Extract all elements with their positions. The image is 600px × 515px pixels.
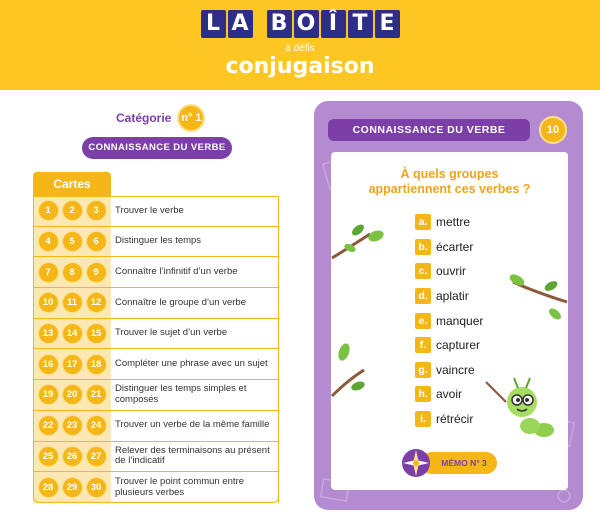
card-description: Connaître l’infinitif d’un verbe — [111, 257, 279, 287]
logo-letter: A — [228, 10, 253, 38]
table-row — [33, 288, 279, 319]
card-numbers — [33, 380, 111, 410]
card-number-circle: 18 — [86, 354, 107, 375]
card-numbers — [33, 196, 111, 226]
answer-item — [415, 382, 483, 407]
card-description: Connaître le groupe d’un verbe — [111, 288, 279, 318]
card-description: Trouver un verbe de la même famille — [111, 411, 279, 441]
card-number-circle: 28 — [38, 477, 59, 498]
answer-word: aplatir — [436, 289, 469, 304]
card-numbers — [33, 411, 111, 441]
card-numbers — [33, 257, 111, 287]
cards-table — [33, 196, 279, 503]
card-title: CONNAISSANCE DU VERBE — [328, 119, 530, 141]
card-number-circle: 11 — [62, 292, 83, 313]
card-number-circle: 29 — [62, 477, 83, 498]
card-number-circle: 30 — [86, 477, 107, 498]
card-numbers — [33, 288, 111, 318]
card-number-circle: 14 — [62, 323, 83, 344]
card-number: 10 — [539, 116, 567, 144]
table-row — [33, 411, 279, 442]
card-number-circle: 3 — [86, 200, 107, 221]
table-row — [33, 380, 279, 411]
cards-header: Cartes — [33, 172, 111, 196]
answer-word: ouvrir — [436, 264, 467, 279]
category-label: Catégorie — [116, 111, 172, 125]
logo-letter: L — [201, 10, 226, 38]
answer-word: écarter — [436, 239, 474, 254]
answer-item — [415, 235, 483, 260]
answer-item — [415, 308, 483, 333]
card-number-circle: 17 — [62, 354, 83, 375]
logo — [0, 10, 600, 38]
answer-word: capturer — [436, 338, 481, 353]
logo-letter: T — [348, 10, 373, 38]
answer-letter: a. — [415, 214, 431, 230]
answer-letter: f. — [415, 337, 431, 353]
logo-letter-gap — [255, 10, 265, 38]
table-row — [33, 349, 279, 380]
answer-letter: e. — [415, 313, 431, 329]
branch-illustration — [505, 272, 569, 324]
card-number-circle: 4 — [38, 231, 59, 252]
table-row — [33, 319, 279, 350]
card-numbers — [33, 227, 111, 257]
card-numbers — [33, 319, 111, 349]
answer-letter: g. — [415, 362, 431, 378]
card-numbers — [33, 472, 111, 503]
logo-letters — [201, 10, 400, 38]
answer-word: vaincre — [436, 362, 475, 377]
card-number-circle: 9 — [86, 262, 107, 283]
answer-item — [415, 210, 483, 235]
card-number-circle: 13 — [38, 323, 59, 344]
answer-letter: i. — [415, 411, 431, 427]
logo-title: conjugaison — [225, 54, 375, 79]
answer-item — [415, 333, 483, 358]
answer-item — [415, 259, 483, 284]
table-row — [33, 196, 279, 227]
card-number-circle: 1 — [38, 200, 59, 221]
card-number-circle: 20 — [62, 384, 83, 405]
table-row — [33, 442, 279, 473]
logo-subtitle: à défis — [285, 43, 315, 54]
card-number-circle: 10 — [38, 292, 59, 313]
table-row — [33, 472, 279, 503]
logo-letter: E — [375, 10, 400, 38]
card-number-circle: 26 — [62, 446, 83, 467]
card-number-circle: 27 — [86, 446, 107, 467]
card-question — [331, 167, 568, 197]
answer-letter: b. — [415, 239, 431, 255]
question-line-2: appartiennent ces verbes ? — [368, 182, 531, 196]
category-number: n° 1 — [177, 104, 205, 132]
card-description: Distinguer les temps — [111, 227, 279, 257]
card-number-circle: 7 — [38, 262, 59, 283]
answer-word: mettre — [436, 215, 471, 230]
card-description: Trouver le point commun entre plusieurs verbes — [111, 472, 279, 503]
answer-item — [415, 407, 483, 432]
card-number-circle: 22 — [38, 415, 59, 436]
card-number-circle: 23 — [62, 415, 83, 436]
card-number-circle: 12 — [86, 292, 107, 313]
answer-word: rétrécir — [436, 412, 474, 427]
card-number-circle: 21 — [86, 384, 107, 405]
branch-illustration — [330, 340, 370, 402]
header-banner — [0, 0, 600, 90]
answer-letter: c. — [415, 263, 431, 279]
category-name: CONNAISSANCE DU VERBE — [82, 137, 232, 159]
answer-item — [415, 284, 483, 309]
answer-word: avoir — [436, 387, 463, 402]
card-number-circle: 5 — [62, 231, 83, 252]
card-description: Relever des terminaisons au présent de l’indicatif — [111, 442, 279, 472]
category-row — [116, 104, 205, 132]
memo-badge: MÉMO N° 3 — [421, 452, 497, 474]
logo-letter: Î — [321, 10, 346, 38]
card-numbers — [33, 349, 111, 379]
card-number-circle: 24 — [86, 415, 107, 436]
compass-icon — [400, 447, 432, 479]
card-number-circle: 19 — [38, 384, 59, 405]
card-numbers — [33, 442, 111, 472]
question-line-1: À quels groupes — [400, 167, 499, 181]
card-number-circle: 16 — [38, 354, 59, 375]
answer-word: manquer — [436, 313, 484, 328]
card-number-circle: 8 — [62, 262, 83, 283]
branch-illustration — [330, 222, 388, 262]
logo-letter: B — [267, 10, 292, 38]
answer-letter: h. — [415, 386, 431, 402]
card-number-circle: 6 — [86, 231, 107, 252]
card-number-circle: 25 — [38, 446, 59, 467]
card-description: Trouver le sujet d’un verbe — [111, 319, 279, 349]
answer-letter: d. — [415, 288, 431, 304]
logo-letter: O — [294, 10, 319, 38]
table-row — [33, 227, 279, 258]
table-row — [33, 257, 279, 288]
card-description: Compléter une phrase avec un sujet — [111, 349, 279, 379]
answer-list — [415, 210, 483, 431]
card-number-circle: 15 — [86, 323, 107, 344]
card-description: Distinguer les temps simples et composés — [111, 380, 279, 410]
card-number-circle: 2 — [62, 200, 83, 221]
card-description: Trouver le verbe — [111, 196, 279, 226]
caterpillar-illustration — [484, 372, 564, 438]
answer-item — [415, 358, 483, 383]
